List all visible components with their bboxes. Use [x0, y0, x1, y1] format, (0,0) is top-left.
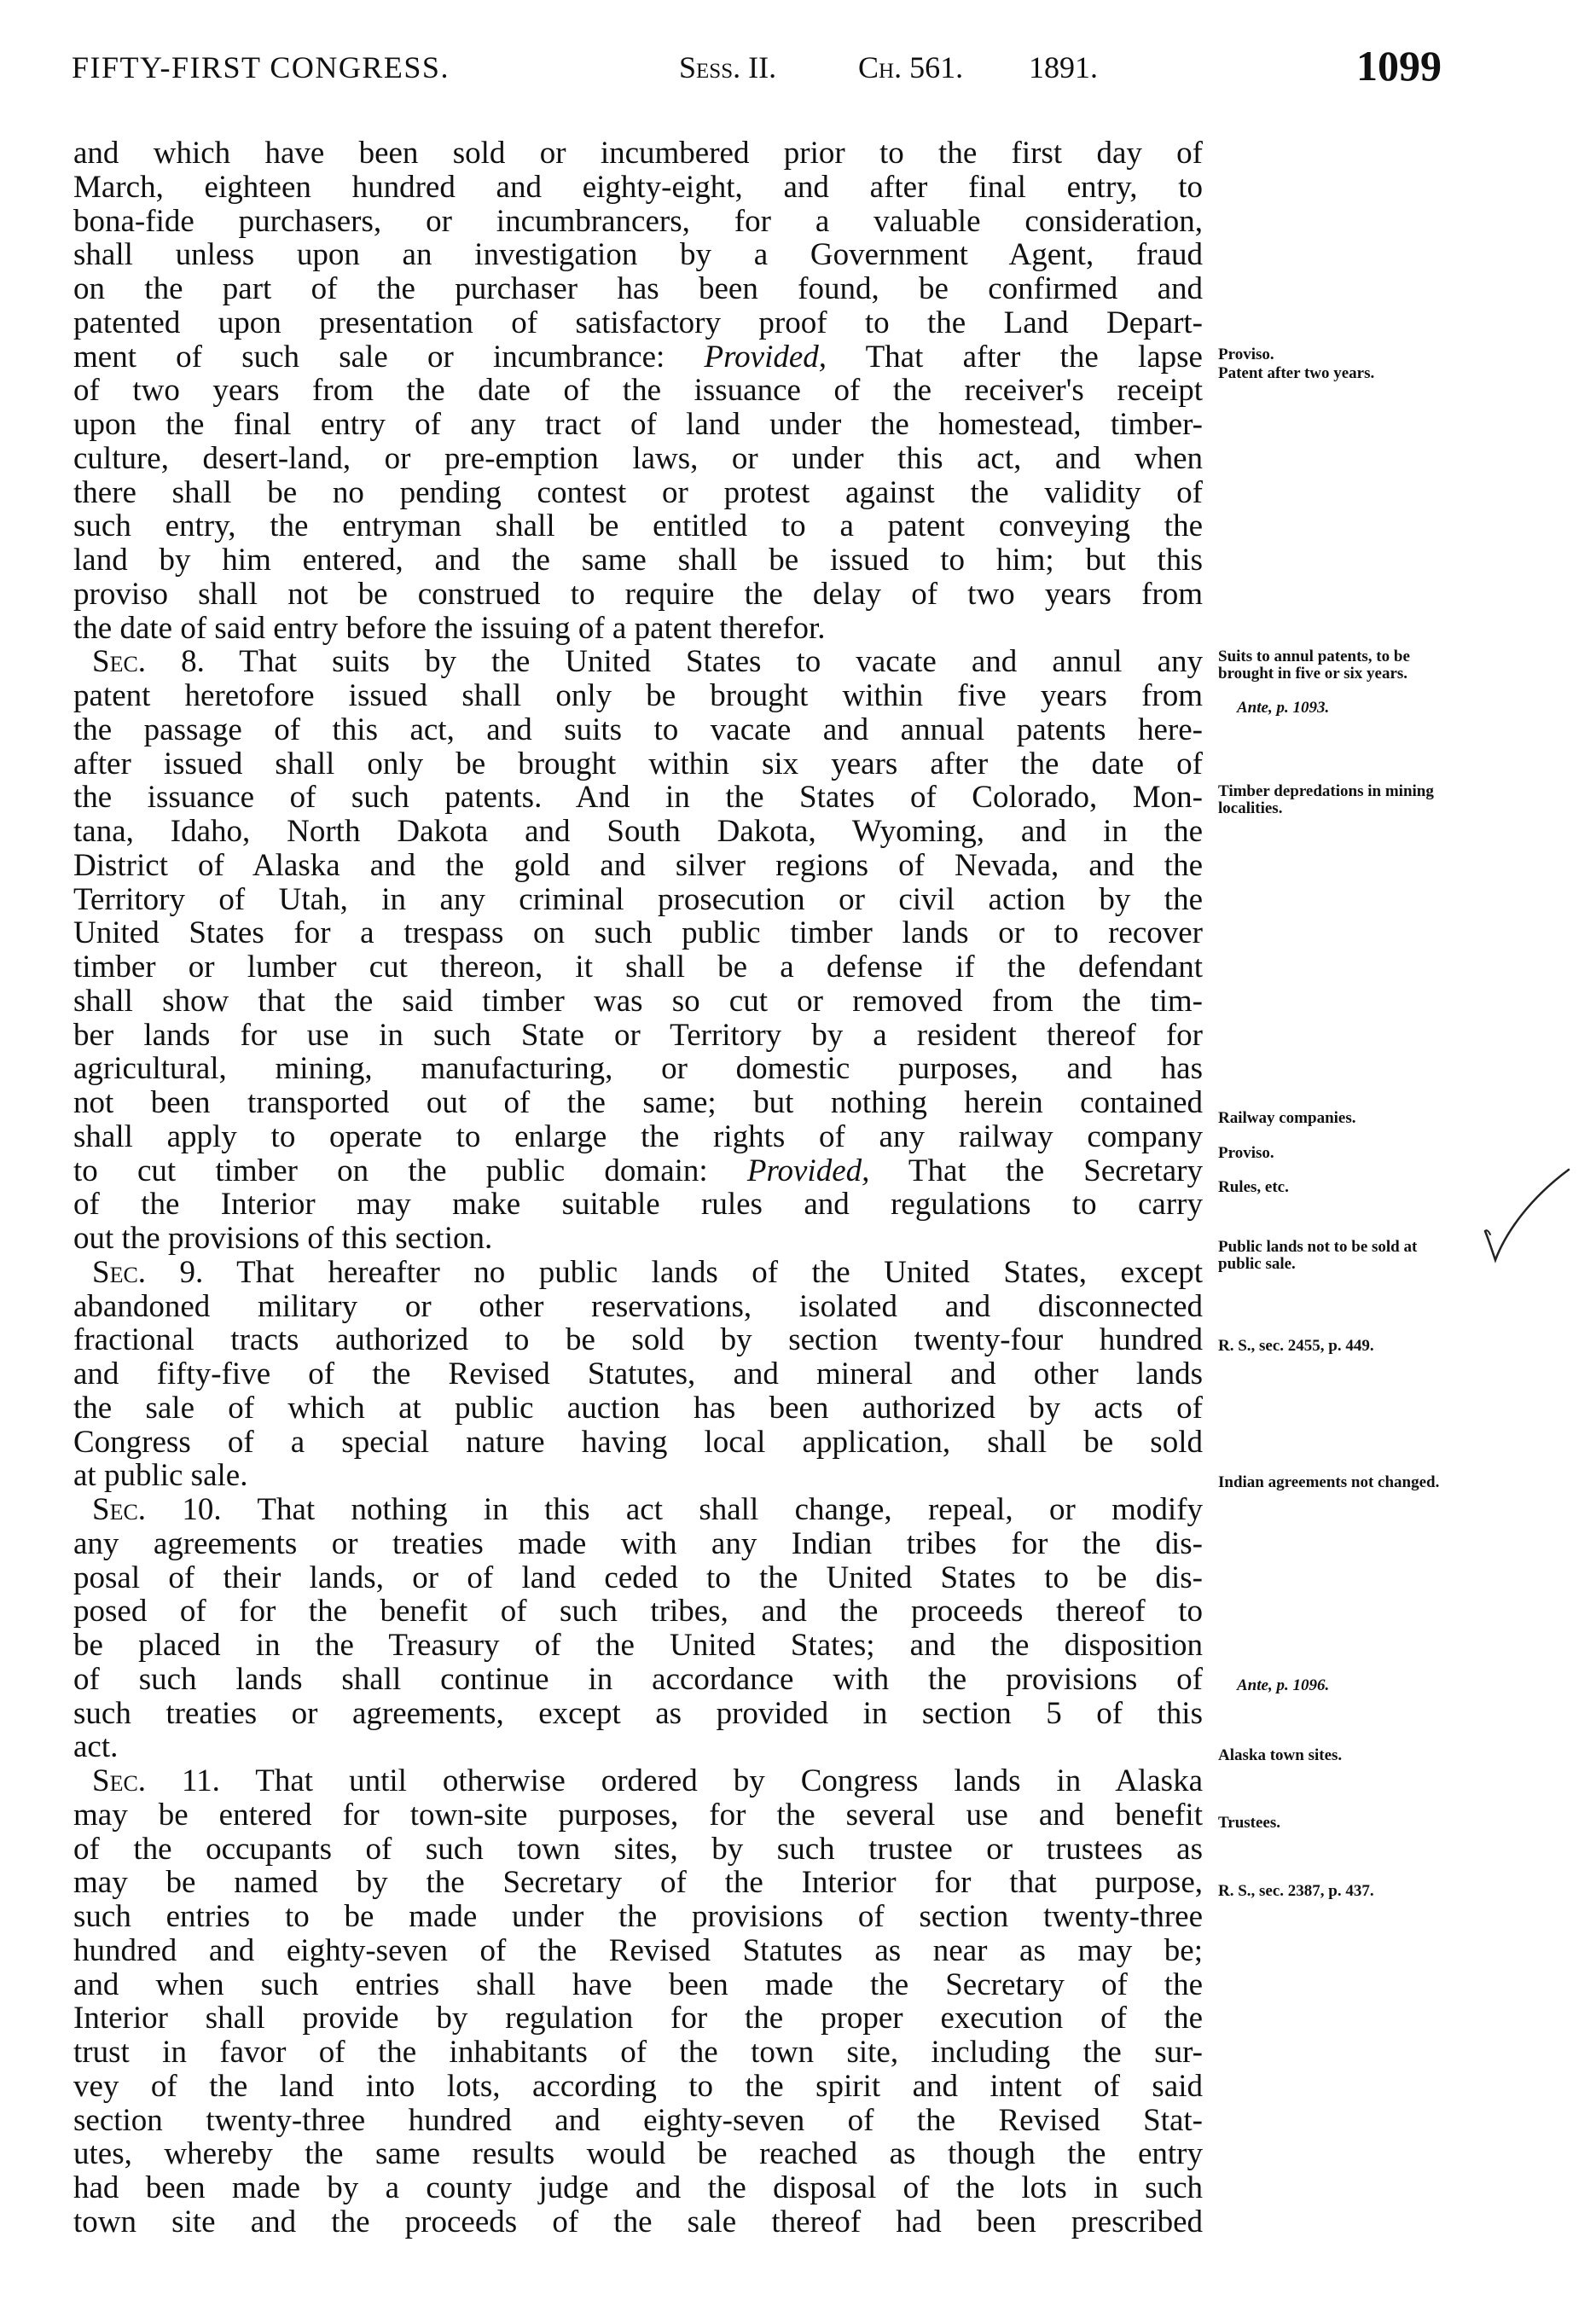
text-line: March, eighteen hundred and eighty-eight, and after final entry, to	[73, 170, 1203, 205]
session-label: Sess. II.	[679, 50, 777, 84]
text-line: out the provisions of this section.	[73, 1222, 493, 1256]
text-line: District of Alaska and the gold and silver regions of Nevada, and the	[73, 848, 1203, 883]
margin-note-railway: Railway companies.	[1218, 1109, 1356, 1127]
text-line: such entries to be made under the provisions of section twenty-three	[73, 1900, 1203, 1934]
text-line: and when such entries shall have been made the Secretary of the	[73, 1967, 1203, 2002]
margin-note-alaska: Alaska town sites.	[1218, 1746, 1343, 1764]
text-line: trust in favor of the inhabitants of the town site, including the sur-	[73, 2036, 1203, 2070]
text-line: there shall be no pending contest or protest against the validity of	[73, 475, 1203, 510]
text-line: be placed in the Treasury of the United States; and the disposition	[73, 1629, 1203, 1663]
text-line: posal of their lands, or of land ceded to the United States to be dis-	[73, 1560, 1203, 1595]
text-line: land by him entered, and the same shall be issued to him; but this	[73, 543, 1203, 578]
text-line: culture, desert-land, or pre-emption laws, or under this act, and when	[73, 441, 1203, 476]
text-line: on the part of the purchaser has been found, be confirmed and	[73, 272, 1203, 306]
congress-title: FIFTY-FIRST CONGRESS.	[72, 50, 450, 84]
text-line: section twenty-three hundred and eighty-seven of the Revised Stat-	[73, 2103, 1203, 2138]
text-line: act.	[73, 1730, 119, 1764]
text-line: Congress of a special nature having local application, shall be sold	[73, 1425, 1203, 1460]
text-line: shall show that the said timber was so cut or removed from the tim-	[73, 984, 1203, 1019]
text-line: may be named by the Secretary of the Interior for that purpose,	[73, 1866, 1203, 1900]
chapter-label: Ch. 561.	[858, 50, 964, 84]
text-line: such treaties or agreements, except as provided in section 5 of this	[73, 1696, 1203, 1731]
text-line: upon the final entry of any tract of land under the homestead, timber-	[73, 408, 1203, 442]
text-line: utes, whereby the same results would be reached as though the entry	[73, 2137, 1203, 2171]
text-line: shall unless upon an investigation by a Government Agent, fraud	[73, 238, 1203, 272]
text-line: town site and the proceeds of the sale thereof had been prescribed	[73, 2205, 1203, 2239]
text-line: and fifty-five of the Revised Statutes, and mineral and other lands	[73, 1357, 1203, 1391]
text-line: of two years from the date of the issuance of the receiver's receipt	[73, 374, 1203, 408]
text-line: vey of the land into lots, according to the spirit and intent of said	[73, 2069, 1203, 2104]
text-line: Sec. 9. That hereafter no public lands of the United States, except	[92, 1255, 1203, 1290]
text-line: Sec. 10. That nothing in this act shall change, repeal, or modify	[92, 1493, 1203, 1527]
page-number: 1099	[1356, 42, 1442, 90]
page-header	[0, 0, 1596, 119]
text-line: tana, Idaho, North Dakota and South Dakota, Wyoming, and in the	[73, 815, 1203, 849]
text-line: agricultural, mining, manufacturing, or domestic purposes, and has	[73, 1052, 1203, 1086]
text-line: hundred and eighty-seven of the Revised Statutes as near as may be;	[73, 1933, 1203, 1968]
margin-note-public-lands: Public lands not to be sold at public sale.	[1218, 1238, 1418, 1273]
text-line: patented upon presentation of satisfactory proof to the Land Depart-	[73, 305, 1203, 340]
text-line: patent heretofore issued shall only be brought within five years from	[73, 679, 1203, 713]
margin-note-ante-1096: Ante, p. 1096.	[1237, 1676, 1330, 1694]
text-line: after issued shall only be brought within six years after the date of	[73, 746, 1203, 781]
text-line: the passage of this act, and suits to vacate and annual patents here-	[73, 712, 1203, 747]
text-line: timber or lumber cut thereon, it shall be a defense if the defendant	[73, 950, 1203, 985]
margin-note-timber: Timber depredations in mining localities.	[1218, 782, 1434, 817]
text-line: the sale of which at public auction has been authorized by acts of	[73, 1391, 1203, 1426]
text-line: and which have been sold or incumbered prior to the first day of	[73, 137, 1203, 171]
margin-note-suits: Suits to annul patents, to be brought in five or six years.	[1218, 648, 1410, 683]
statute-text	[73, 137, 1203, 2239]
text-line: the date of said entry before the issuing of a patent therefor.	[73, 611, 826, 646]
margin-note-indian: Indian agreements not changed.	[1218, 1473, 1440, 1491]
text-line: the issuance of such patents. And in the States of Colorado, Mon-	[73, 781, 1203, 815]
text-line: to cut timber on the public domain: Provided, That the Secretary	[73, 1153, 1203, 1188]
text-line: United States for a trespass on such public timber lands or to recover	[73, 916, 1203, 950]
text-line: shall apply to operate to enlarge the rights of any railway company	[73, 1119, 1203, 1154]
text-line: of the Interior may make suitable rules and regulations to carry	[73, 1188, 1203, 1222]
text-line: ment of such sale or incumbrance: Provided, That after the lapse	[73, 340, 1203, 375]
text-line: bona-fide purchasers, or incumbrancers, for a valuable consideration,	[73, 204, 1203, 239]
margin-note-ante-1093: Ante, p. 1093.	[1237, 699, 1330, 717]
text-line: Sec. 8. That suits by the United States to vacate and annul any	[92, 645, 1203, 679]
text-line: proviso shall not be construed to require the delay of two years from	[73, 577, 1203, 612]
text-line: at public sale.	[73, 1459, 248, 1493]
text-line: Sec. 11. That until otherwise ordered by Congress lands in Alaska	[92, 1764, 1203, 1798]
text-line: abandoned military or other reservations, isolated and disconnected	[73, 1289, 1203, 1324]
margin-note-proviso: Proviso.	[1218, 346, 1274, 363]
margin-note-rs-2455: R. S., sec. 2455, p. 449.	[1218, 1337, 1374, 1355]
section-8-label: Sec. 8.	[92, 645, 205, 679]
provided-italic: Provided,	[704, 340, 827, 375]
text-line: of such lands shall continue in accordance with the provisions of	[73, 1662, 1203, 1697]
text-line: may be entered for town-site purposes, for the several use and benefit	[73, 1798, 1203, 1833]
text-line: ber lands for use in such State or Territory by a resident thereof for	[73, 1018, 1203, 1053]
margin-note-rs-2387: R. S., sec. 2387, p. 437.	[1218, 1882, 1374, 1900]
section-10-label: Sec. 10.	[92, 1493, 222, 1527]
text-line: fractional tracts authorized to be sold by section twenty-four hundred	[73, 1323, 1203, 1357]
year-label: 1891.	[1029, 50, 1098, 84]
provided-italic: Provided,	[746, 1153, 870, 1188]
section-11-label: Sec. 11.	[92, 1764, 220, 1798]
text-line: such entry, the entryman shall be entitled to a patent conveying the	[73, 509, 1203, 543]
margin-note-patent-after: Patent after two years.	[1218, 364, 1375, 382]
section-9-label: Sec. 9.	[92, 1255, 204, 1290]
text-line: Territory of Utah, in any criminal prosecution or civil action by the	[73, 882, 1203, 917]
text-line: any agreements or treaties made with any Indian tribes for the dis-	[73, 1526, 1203, 1561]
margin-note-rules: Rules, etc.	[1218, 1178, 1289, 1196]
text-line: posed of for the benefit of such tribes, and the proceeds thereof to	[73, 1595, 1203, 1629]
text-line: had been made by a county judge and the disposal of the lots in such	[73, 2171, 1203, 2205]
text-line: Interior shall provide by regulation for the proper execution of the	[73, 2001, 1203, 2036]
text-line: not been transported out of the same; but nothing herein contained	[73, 1086, 1203, 1120]
margin-note-trustees: Trustees.	[1218, 1814, 1280, 1832]
margin-note-proviso-2: Proviso.	[1218, 1144, 1274, 1162]
checkmark-icon	[1480, 1165, 1574, 1275]
text-line: of the occupants of such town sites, by such trustee or trustees as	[73, 1832, 1203, 1867]
